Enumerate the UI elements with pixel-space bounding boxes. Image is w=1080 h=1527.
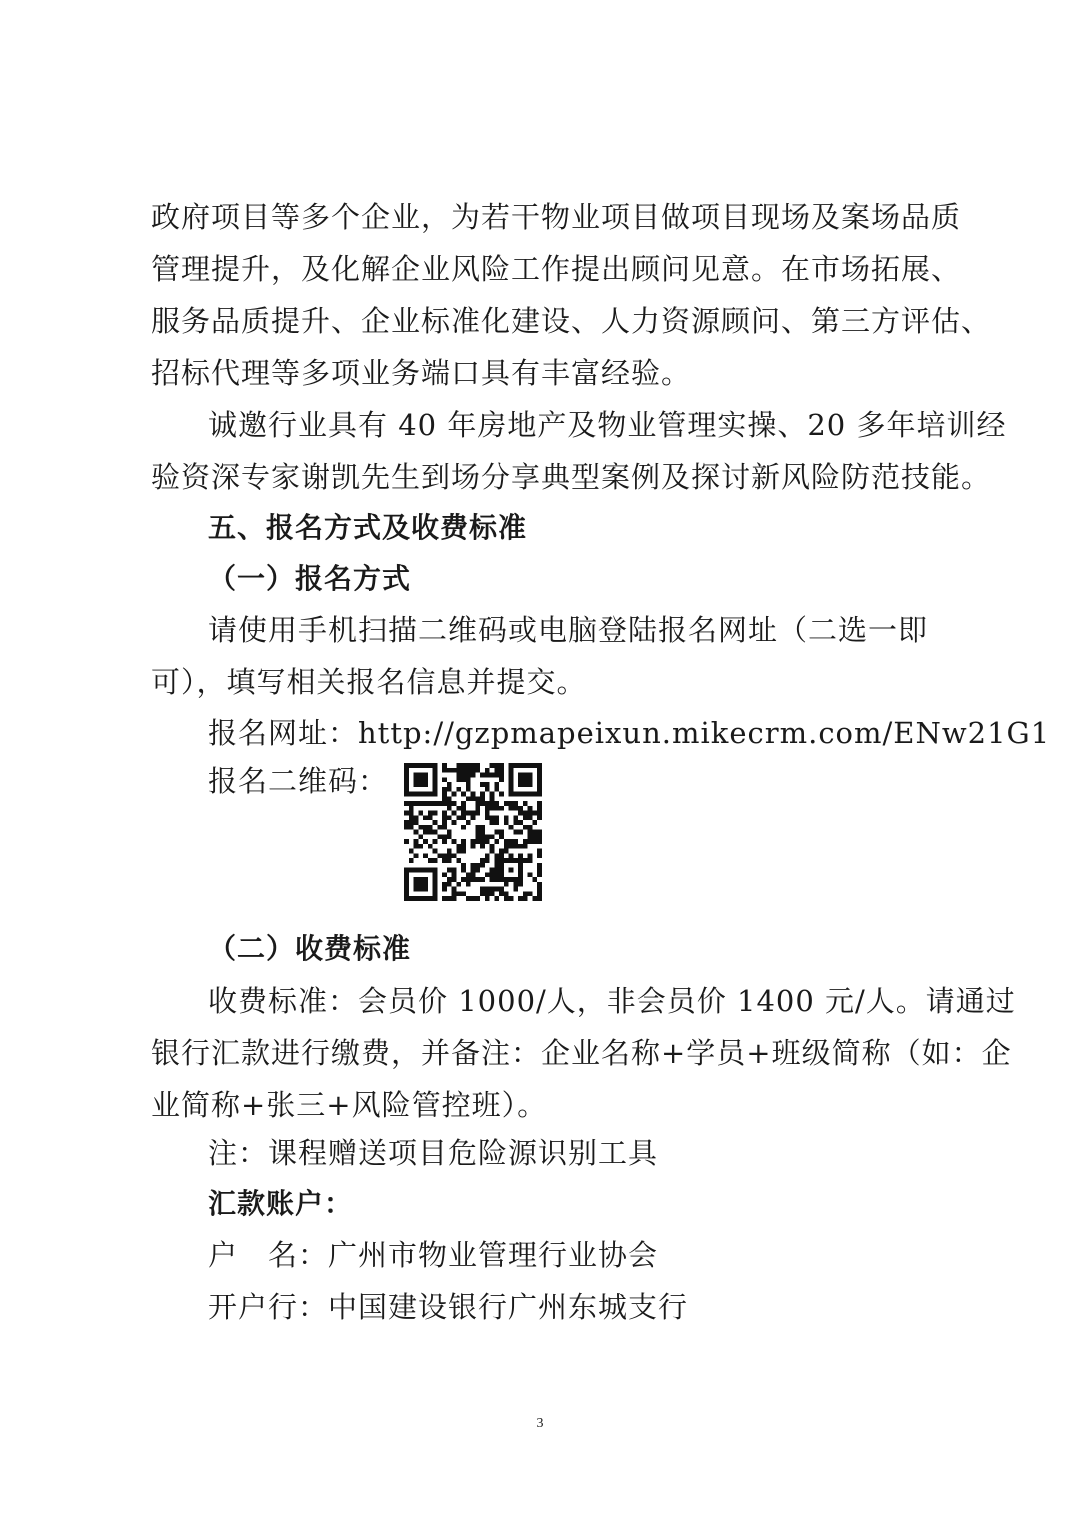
paragraph1-line2: 管理提升，及化解企业风险工作提出顾问见意。在市场拓展、 bbox=[151, 252, 962, 286]
account-name: 户 名：广州市物业管理行业协会 bbox=[208, 1238, 659, 1272]
paragraph1-line3: 服务品质提升、企业标准化建设、人力资源顾问、第三方评估、 bbox=[151, 304, 992, 338]
page-number: 3 bbox=[536, 1416, 544, 1431]
paragraph2-line2: 验资深专家谢凯先生到场分享典型案例及探讨新风险防范技能。 bbox=[151, 460, 992, 494]
paragraph1-line1: 政府项目等多个企业，为若干物业项目做项目现场及案场品质 bbox=[151, 200, 962, 234]
qr-code-image bbox=[404, 763, 542, 901]
qr-label: 报名二维码： bbox=[208, 764, 389, 798]
paragraph1-line4: 招标代理等多项业务端口具有丰富经验。 bbox=[151, 356, 692, 390]
course-note: 注：课程赠送项目危险源识别工具 bbox=[208, 1136, 659, 1170]
sub1-instruction-line2: 可），填写相关报名信息并提交。 bbox=[151, 665, 587, 699]
fee-line2: 银行汇款进行缴费，并备注：企业名称+学员+班级简称（如：企 bbox=[151, 1036, 1012, 1070]
registration-url[interactable]: 报名网址：http://gzpmapeixun.mikecrm.com/ENw21G1 bbox=[208, 716, 1051, 750]
fee-line1: 收费标准：会员价 1000/人，非会员价 1400 元/人。请通过 bbox=[208, 984, 1016, 1018]
paragraph2-line1: 诚邀行业具有 40 年房地产及物业管理实操、20 多年培训经 bbox=[208, 408, 1007, 442]
bank-name: 开户行：中国建设银行广州东城支行 bbox=[208, 1290, 689, 1324]
sub1-heading: （一）报名方式 bbox=[208, 562, 412, 595]
account-heading: 汇款账户： bbox=[208, 1187, 354, 1220]
sub1-instruction-line1: 请使用手机扫描二维码或电脑登陆报名网址（二选一即 bbox=[208, 613, 929, 647]
fee-line3: 业简称+张三+风险管控班）。 bbox=[151, 1088, 548, 1122]
section5-heading: 五、报名方式及收费标准 bbox=[208, 511, 528, 544]
sub2-heading: （二）收费标准 bbox=[208, 932, 412, 965]
